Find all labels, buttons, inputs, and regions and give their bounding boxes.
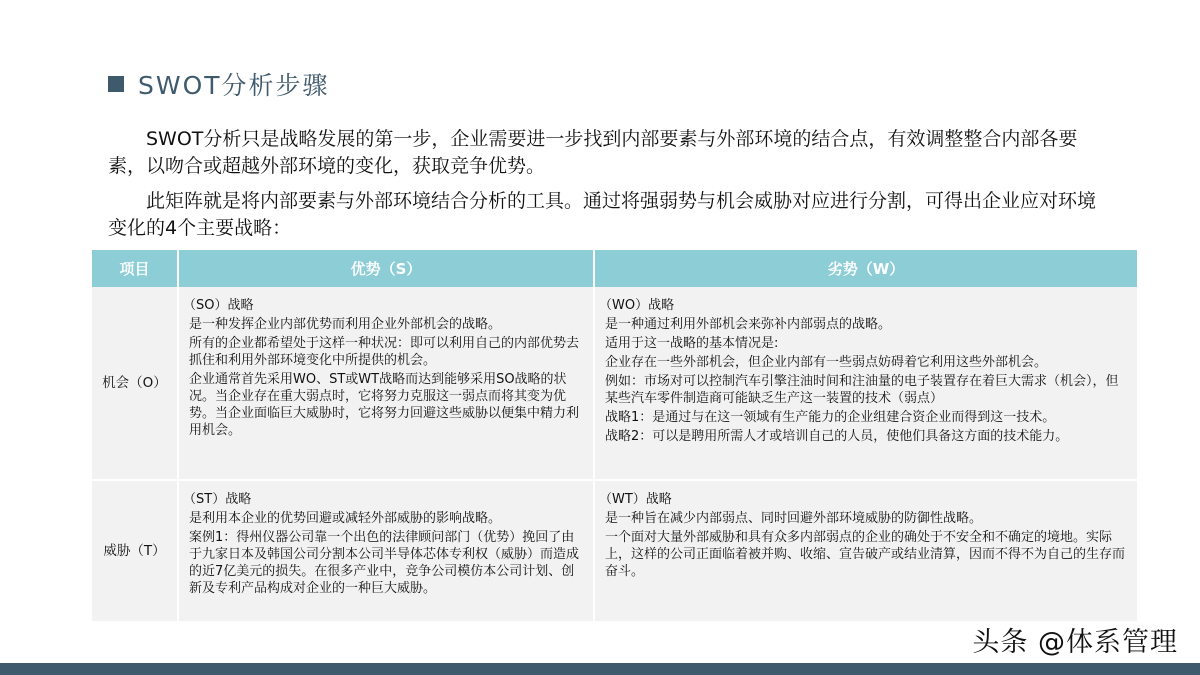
watermark: 头条 @体系管理 xyxy=(972,627,1178,658)
row-label-threats: 威胁（T） xyxy=(92,480,178,622)
footer-bar xyxy=(0,663,1200,675)
so-text: 企业通常首先采用WO、ST或WT战略而达到能够采用SO战略的状况。当企业存在重大弱点时，它将努力克服这一弱点而将其变为优势。当企业面临巨大威胁时，它将努力回避这些威胁以便集中精力利用机会。 xyxy=(189,372,580,438)
intro-paragraph-2: 此矩阵就是将内部要素与外部环境结合分析的工具。通过将强弱势与机会威胁对应进行分割，可得出企业应对环境变化的4个主要战略： xyxy=(108,190,1097,239)
header-item: 项目 xyxy=(92,250,178,287)
cell-wo-strategy xyxy=(594,287,1137,480)
so-text: 所有的企业都希望处于这样一种状况：即可以利用自己的内部优势去抓住和利用外部环境变化中所提供的机会。 xyxy=(189,336,580,368)
wo-text: 是一种通过利用外部机会来弥补内部弱点的战略。 xyxy=(605,317,892,332)
table-row-threats xyxy=(92,480,1137,622)
header-strengths: 优势（S） xyxy=(178,250,594,287)
title-row xyxy=(108,66,330,102)
st-text: 是利用本企业的优势回避或减轻外部威胁的影响战略。 xyxy=(189,511,502,526)
cell-so-strategy xyxy=(178,287,594,480)
page-title: SWOT分析步骤 xyxy=(138,71,330,100)
st-heading: （ST）战略 xyxy=(183,492,252,507)
cell-st-strategy xyxy=(178,480,594,622)
wt-text: 一个面对大量外部威胁和具有众多内部弱点的企业的确处于不安全和不确定的境地。实际上，这样的公司正面临着被并购、收缩、宣告破产或结业清算，因而不得不为自己的生存而奋斗。 xyxy=(605,530,1126,579)
st-text: 案例1：得州仪器公司靠一个出色的法律顾问部门（优势）挽回了由于九家日本及韩国公司分割本公司半导体芯体专利权（威胁）而造成的近7亿美元的损失。在很多产业中，竞争公司模仿本公司计划、创新及专利产品构成对企业的一种巨大威胁。 xyxy=(189,530,580,596)
so-text: 是一种发挥企业内部优势而利用企业外部机会的战略。 xyxy=(189,317,502,332)
title-square-icon xyxy=(108,76,124,92)
header-weaknesses: 劣势（W） xyxy=(594,250,1137,287)
cell-wt-strategy xyxy=(594,480,1137,622)
wt-text: 是一种旨在减少内部弱点、同时回避外部环境威胁的防御性战略。 xyxy=(605,511,983,526)
wt-heading: （WT）战略 xyxy=(599,492,672,507)
so-heading: （SO）战略 xyxy=(183,298,254,313)
table-row-opportunities xyxy=(92,287,1137,480)
wo-text: 例如：市场对可以控制汽车引擎注油时间和注油量的电子装置存在着巨大需求（机会），但某些汽车零件制造商可能缺乏生产这一装置的技术（弱点） xyxy=(605,374,1119,406)
wo-text: 战略2：可以是聘用所需人才或培训自己的人员，使他们具备这方面的技术能力。 xyxy=(605,429,1069,444)
wo-text: 适用于这一战略的基本情况是: xyxy=(605,336,779,351)
wo-heading: （WO）战略 xyxy=(599,298,675,313)
wo-text: 战略1：是通过与在这一领域有生产能力的企业组建合资企业而得到这一技术。 xyxy=(605,410,1056,425)
table-header-row xyxy=(92,250,1137,287)
wo-text: 企业存在一些外部机会，但企业内部有一些弱点妨碍着它利用这些外部机会。 xyxy=(605,355,1048,370)
intro-paragraph-1: SWOT分析只是战略发展的第一步，企业需要进一步找到内部要素与外部环境的结合点，有效调整整合内部各要素，以吻合或超越外部环境的变化，获取竞争优势。 xyxy=(108,128,1078,177)
swot-table xyxy=(92,250,1137,623)
row-label-opportunities: 机会（O） xyxy=(92,287,178,480)
